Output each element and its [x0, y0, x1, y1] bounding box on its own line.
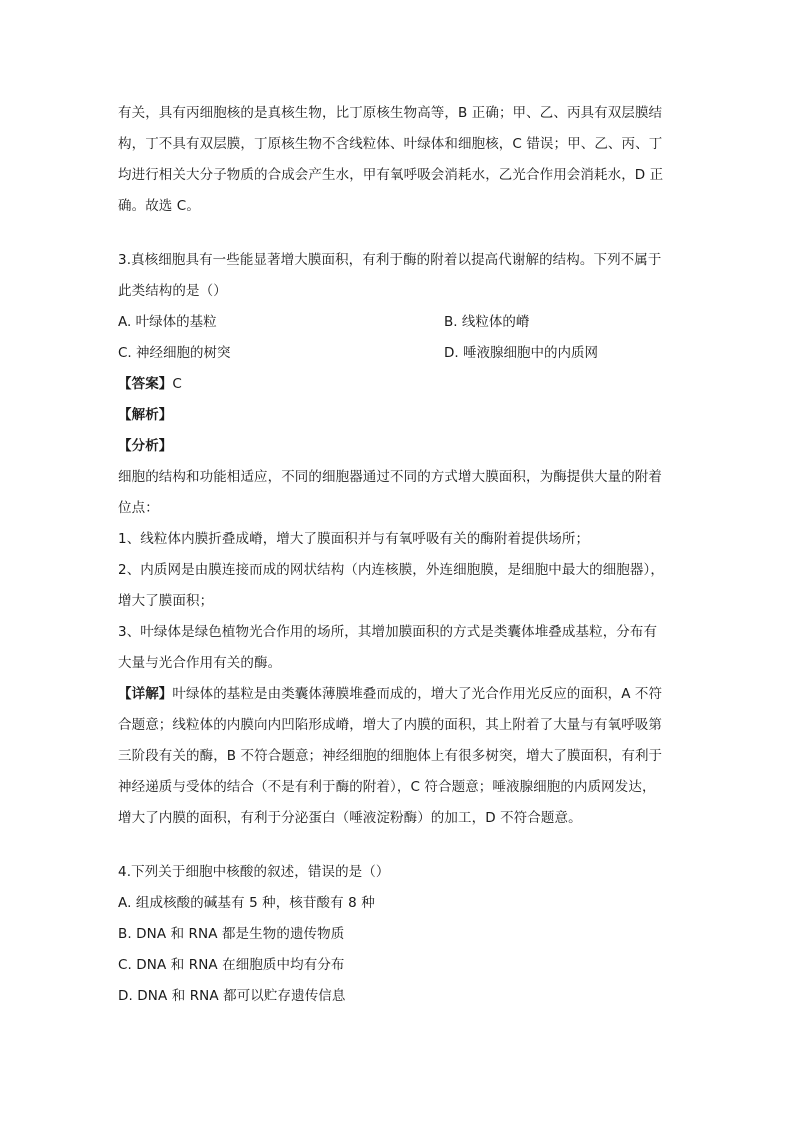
option-row	[118, 307, 678, 338]
intro-line: 有关，具有丙细胞核的是真核生物，比丁原核生物高等，B 正确；甲、乙、丙具有双层膜结	[118, 105, 663, 121]
intro-line: 均进行相关大分子物质的合成会产生水，甲有氧呼吸会消耗水，乙光合作用会消耗水，D 正	[118, 167, 664, 183]
analysis-line: 1、线粒体内膜折叠成嵴，增大了膜面积并与有氧呼吸有关的酶附着提供场所；	[118, 531, 590, 547]
intro-line: 构，丁不具有双层膜，丁原核生物不含线粒体、叶绿体和细胞核，C 错误；甲、乙、丙、丁	[118, 136, 663, 152]
spacer	[118, 222, 678, 245]
intro-paragraph	[118, 98, 678, 222]
option-d: D. DNA 和 RNA 都可以贮存遗传信息	[118, 988, 346, 1004]
answer-line	[118, 369, 678, 400]
question-3	[118, 245, 678, 834]
analysis-tag: 【解析】	[118, 407, 173, 423]
analysis-line: 位点：	[118, 500, 159, 516]
question-stem: 此类结构的是（）	[118, 283, 227, 299]
question-stem: 4.下列关于细胞中核酸的叙述，错误的是（）	[118, 864, 390, 880]
option-c: C. DNA 和 RNA 在细胞质中均有分布	[118, 957, 345, 973]
question-stem: 3.真核细胞具有一些能显著增大膜面积，有利于酶的附着以提高代谢解的结构。下列不属于	[118, 252, 662, 268]
answer-tag: 【答案】	[118, 376, 173, 392]
analysis-line: 大量与光合作用有关的酶。	[118, 655, 282, 671]
analysis-line: 细胞的结构和功能相适应，不同的细胞器通过不同的方式增大膜面积，为酶提供大量的附着	[118, 469, 662, 485]
option-c: C. 神经细胞的树突	[118, 345, 231, 361]
option-a: A. 叶绿体的基粒	[118, 314, 217, 330]
fenxi-tag: 【分析】	[118, 438, 173, 454]
question-4	[118, 857, 678, 1012]
option-b: B. 线粒体的嵴	[444, 314, 530, 330]
detail-line: 神经递质与受体的结合（不是有利于酶的附着），C 符合题意；唾液腺细胞的内质网发达，	[118, 779, 656, 795]
detail-tag: 【详解】	[118, 686, 173, 702]
analysis-line: 增大了膜面积；	[118, 593, 214, 609]
option-d: D. 唾液腺细胞中的内质网	[444, 345, 598, 361]
intro-line: 确。故选 C。	[118, 198, 200, 214]
detail-line	[118, 679, 678, 710]
detail-line: 三阶段有关的酶，B 不符合题意；神经细胞的细胞体上有很多树突，增大了膜面积，有利于	[118, 748, 663, 764]
analysis-line: 2、内质网是由膜连接而成的网状结构（内连核膜，外连细胞膜，是细胞中最大的细胞器），	[118, 562, 664, 578]
detail-line: 合题意；线粒体的内膜向内凹陷形成嵴，增大了内膜的面积，其上附着了大量与有氧呼吸第	[118, 717, 662, 733]
document-page	[118, 98, 678, 1012]
detail-text: 叶绿体的基粒是由类囊体薄膜堆叠而成的，增大了光合作用光反应的面积，A 不符	[172, 686, 663, 702]
answer-value: C	[172, 376, 182, 392]
option-b: B. DNA 和 RNA 都是生物的遗传物质	[118, 926, 345, 942]
detail-line: 增大了内膜的面积，有利于分泌蛋白（唾液淀粉酶）的加工，D 不符合题意。	[118, 810, 582, 826]
spacer	[118, 834, 678, 857]
analysis-line: 3、叶绿体是绿色植物光合作用的场所，其增加膜面积的方式是类囊体堆叠成基粒，分布有	[118, 624, 658, 640]
option-row	[118, 338, 678, 369]
option-a: A. 组成核酸的碱基有 5 种，核苷酸有 8 种	[118, 895, 375, 911]
